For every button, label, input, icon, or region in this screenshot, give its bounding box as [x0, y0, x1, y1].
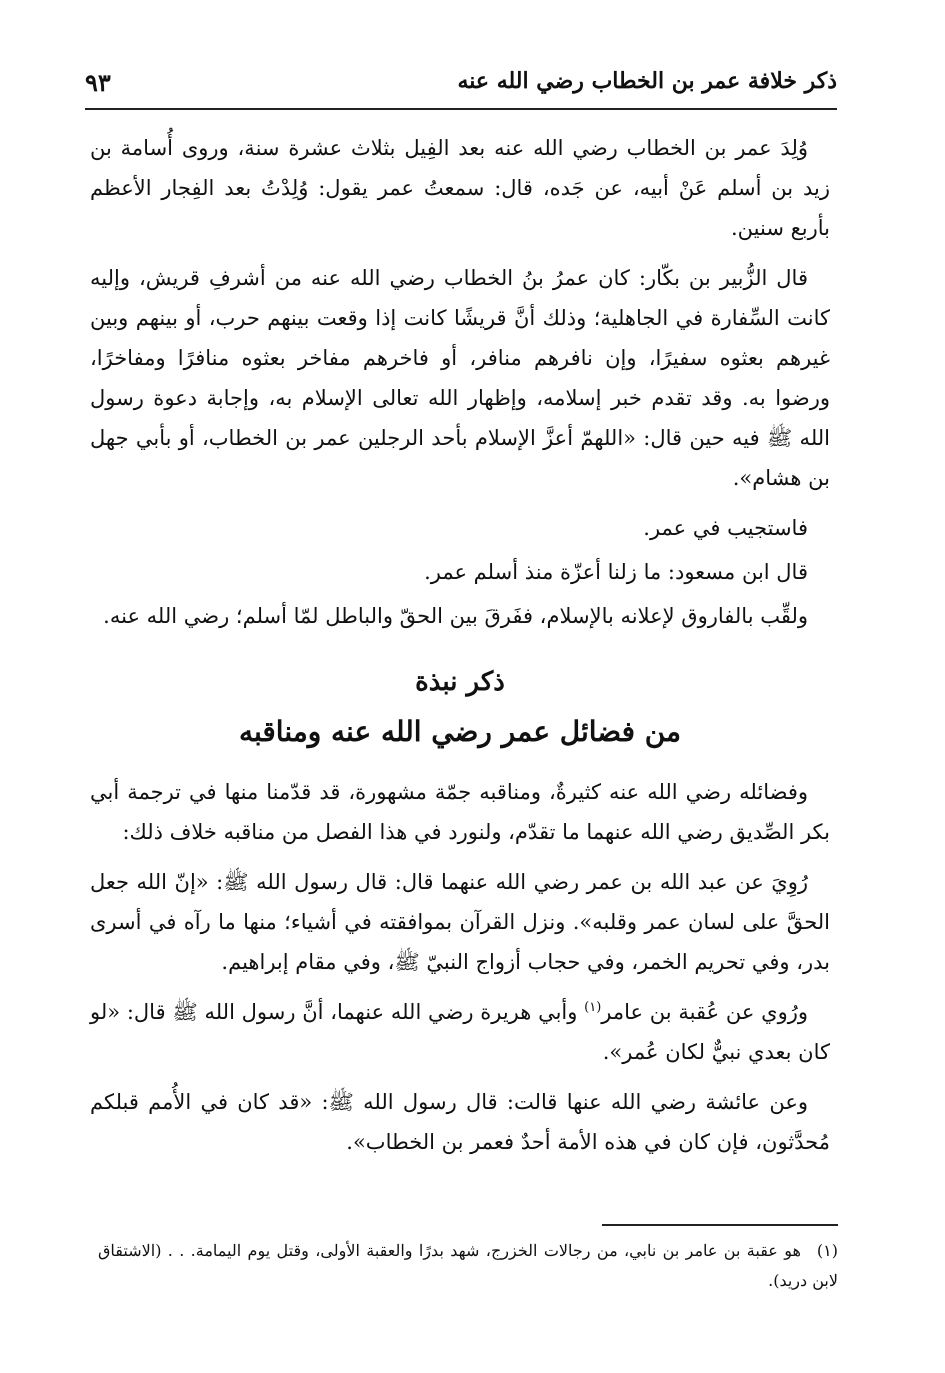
page-header [85, 62, 837, 110]
footnote-reference: (١) [584, 1000, 602, 1015]
footnote-divider [602, 1224, 838, 1226]
footnote-mark: (١) [816, 1241, 838, 1260]
running-title: ذكر خلافة عمر بن الخطاب رضي الله عنه [457, 68, 837, 94]
uqba-text-after: وأبي هريرة رضي الله عنهما، أنَّ رسول الله ﷺ قال: «لو كان بعدي نبيٌّ لكان عُمر». [90, 1000, 830, 1064]
paragraph-ibn-umar: رُوِيَ عن عبد الله بن عمر رضي الله عنهما قال: قال رسول الله ﷺ: «إنّ الله جعل الحقَّ على لسان عمر وقلبه». ونزل القرآن بموافقته في أشياء؛ منها ما رآه في أسرى بدر، وفي تحريم الخمر، وفي حجاب أزواج النبيّ ﷺ، وفي مقام إبراهيم. [90, 870, 830, 974]
paragraph-uqba [90, 992, 830, 1072]
page-content [90, 128, 830, 1172]
paragraph-answered: فاستجيب في عمر. [643, 516, 808, 540]
footnote [98, 1236, 838, 1296]
section-heading-line2: من فضائل عمر رضي الله عنه ومناقبه [238, 715, 682, 748]
paragraph-zubair: قال الزُّبير بن بكّار: كان عمرُ بنُ الخطاب رضي الله عنه من أشرفِ قريش، وإليه كانت السِّفارة في الجاهلية؛ وذلك أنَّ قريشًا كانت إذا وقعت بينهم حرب، أو بينهم وبين غيرهم بعثوه سفيرًا، وإن نافرهم منافر، أو فاخرهم مفاخر بعثوه منافرًا ومفاخرًا، ورضوا به. وقد تقدم خبر إسلامه، وإظهار الله تعالى الإسلام به، وإجابة دعوة رسول الله ﷺ فيه حين قال: «اللهمّ أعزَّ الإسلام بأحد الرجلين عمر بن الخطاب، أو بأبي جهل بن هشام». [90, 266, 830, 490]
paragraph-birth: وُلِدَ عمر بن الخطاب رضي الله عنه بعد الفِيل بثلاث عشرة سنة، وروى أُسامة بن زيد بن أسلم عَنْ أبيه، عن جَده، قال: سمعتُ عمر يقول: وُلِدْتُ بعد الفِجار الأعظم بأربع سنين. [90, 136, 830, 240]
paragraph-aisha: وعن عائشة رضي الله عنها قالت: قال رسول الله ﷺ: «قد كان في الأُمم قبلكم مُحدَّثون، فإن كان في هذه الأمة أحدٌ فعمر بن الخطاب». [90, 1090, 830, 1154]
footnote-text: هو عقبة بن عامر بن نابي، من رجالات الخزرج، شهد بدرًا والعقبة الأولى، وقتل يوم اليمامة. . . (الاشتقاق لابن دريد). [98, 1241, 838, 1290]
paragraph-faruq: ولقِّب بالفاروق لإعلانه بالإسلام، ففَرقَ بين الحقّ والباطل لمّا أسلم؛ رضي الله عنه. [103, 604, 808, 628]
paragraph-virtues: وفضائله رضي الله عنه كثيرةٌ، ومناقبه جمّة مشهورة، قد قدّمنا منها في ترجمة أبي بكر الصِّديق رضي الله عنهما ما تقدّم، ولنورد في هذا الفصل من مناقبه خلاف ذلك: [90, 780, 830, 844]
section-heading-line1: ذكر نبذة [415, 667, 505, 697]
page-number: ٩٣ [85, 68, 111, 97]
paragraph-ibn-masud: قال ابن مسعود: ما زلنا أعزّة منذ أسلم عمر. [424, 560, 808, 584]
uqba-text-before: ورُوي عن عُقبة بن عامر [601, 1000, 808, 1024]
